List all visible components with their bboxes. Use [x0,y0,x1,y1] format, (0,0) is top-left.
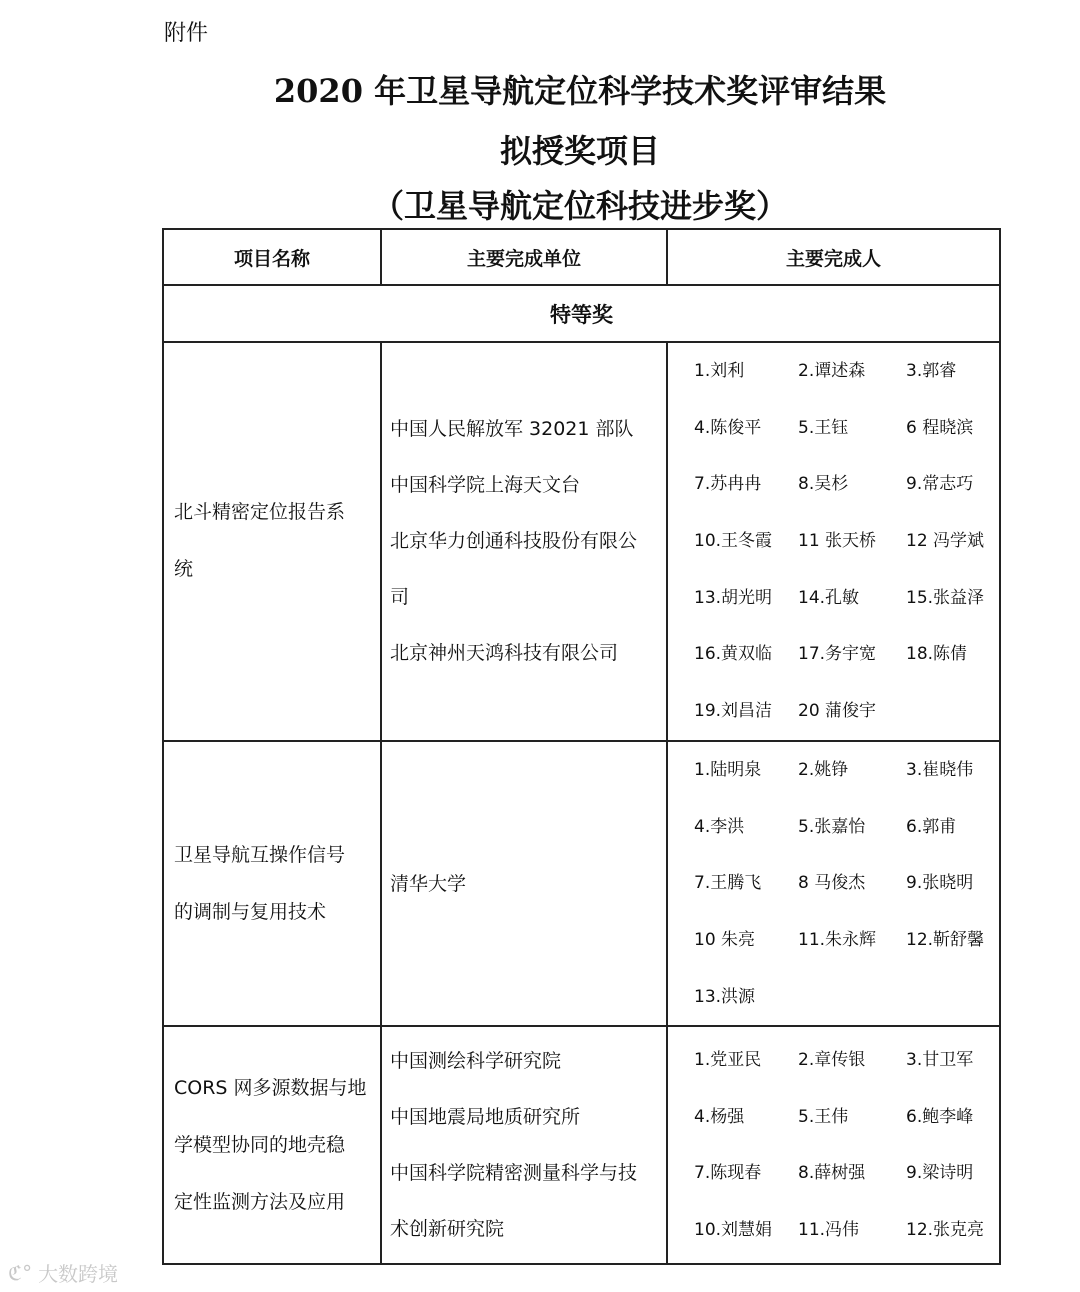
person-name: 4.杨强 [694,1106,745,1127]
person-name: 10 朱亮 [694,929,756,950]
table-row [163,342,1000,741]
person-name: 7.苏冉冉 [694,474,762,495]
person-name: 5.张嘉怡 [798,816,866,837]
person-name: 14.孔敏 [798,587,860,608]
organization-line: 北京神州天鸿科技有限公司 [390,642,619,665]
person-name: 3.甘卫军 [906,1049,974,1070]
award-level-row [163,285,1000,342]
person-name: 16.黄双临 [694,644,773,665]
person-name: 18.陈倩 [906,644,968,665]
person-name: 11.冯伟 [798,1219,860,1240]
organization-line: 术创新研究院 [390,1218,505,1241]
person-name: 9.常志巧 [906,474,974,495]
people [667,1026,1000,1264]
person-name: 7.陈现春 [694,1163,762,1184]
watermark [8,1258,118,1287]
award-table [162,228,1001,1265]
organization-line: 清华大学 [390,872,467,895]
person-name: 1.陆明泉 [694,759,762,780]
organization-line: 北京华力创通科技股份有限公 [390,530,638,553]
person-name: 2.姚铮 [798,759,849,780]
organizations [381,342,667,741]
project-name-line: 的调制与复用技术 [174,900,327,923]
person-name: 15.张益泽 [906,587,985,608]
project-name [163,1026,381,1264]
person-name: 11 张天桥 [798,531,877,552]
project-name [163,741,381,1026]
person-name: 6 程晓滨 [906,417,974,438]
person-name: 4.李洪 [694,816,745,837]
person-name: 4.陈俊平 [694,417,762,438]
person-name: 1.党亚民 [694,1049,762,1070]
header-people: 主要完成人 [667,229,1000,285]
person-name: 5.王钰 [798,417,849,438]
organization-line: 中国科学院精密测量科学与技 [390,1162,638,1185]
award-category: （卫星导航定位科技进步奖） [371,187,788,225]
person-name: 1.刘利 [694,361,745,381]
person-name: 8.薛树强 [798,1163,866,1184]
person-name: 12.张克亮 [906,1219,985,1240]
people [667,741,1000,1026]
person-name: 20 蒲俊宇 [798,701,877,722]
project-name-line: 定性监测方法及应用 [174,1190,346,1213]
person-name: 11.朱永辉 [798,929,877,950]
watermark-text: 大数跨境 [38,1262,119,1286]
person-name: 6.郭甫 [906,816,957,837]
people-grid [694,1032,999,1259]
header-project-name: 项目名称 [163,229,381,285]
organization-line: 中国人民解放军 32021 部队 [390,418,634,441]
header-organizations: 主要完成单位 [381,229,667,285]
project-name-line: 卫星导航互操作信号 [174,843,346,866]
project-name-line: 学模型协同的地壳稳 [174,1133,346,1156]
project-name-line: 统 [174,558,194,581]
people [667,342,1000,741]
person-name: 9.张晓明 [906,873,974,894]
organizations [381,1026,667,1264]
organization-line: 司 [390,586,410,609]
attachment-label: 附件 [164,21,209,46]
person-name: 3.郭睿 [906,361,957,381]
project-name-line: CORS 网多源数据与地 [174,1076,367,1099]
person-name: 10.王冬霞 [694,531,773,552]
person-name: 19.刘昌洁 [694,701,773,722]
person-name: 8.吴杉 [798,474,849,495]
people-grid [694,742,999,1025]
person-name: 7.王腾飞 [694,873,762,894]
project-name-line: 北斗精密定位报告系 [174,501,346,524]
award-level: 特等奖 [163,285,1000,342]
table-header-row [163,229,1000,285]
person-name: 10.刘慧娟 [694,1219,773,1240]
person-name: 8 马俊杰 [798,873,866,894]
person-name: 6.鲍李峰 [906,1106,974,1127]
person-name: 17.务宇宽 [798,644,877,665]
person-name: 12 冯学斌 [906,531,985,552]
organizations [381,741,667,1026]
people-grid [694,343,999,740]
organization-line: 中国地震局地质研究所 [390,1106,581,1129]
organization-line: 中国科学院上海天文台 [390,474,581,497]
document-title: 2020 年卫星导航定位科学技术奖评审结果 [273,72,887,110]
document-subtitle: 拟授奖项目 [499,132,660,170]
organization-line: 中国测绘科学研究院 [390,1050,562,1073]
person-name: 2.章传银 [798,1049,866,1070]
watermark-logo-icon: ℭ° [8,1260,33,1285]
table-row [163,1026,1000,1264]
person-name: 13.洪源 [694,986,756,1007]
person-name: 3.崔晓伟 [906,759,974,780]
person-name: 13.胡光明 [694,587,773,608]
person-name: 5.王伟 [798,1106,849,1127]
person-name: 9.梁诗明 [906,1163,974,1184]
project-name [163,342,381,741]
table-row [163,741,1000,1026]
person-name: 12.靳舒馨 [906,929,985,950]
person-name: 2.谭述森 [798,361,866,381]
